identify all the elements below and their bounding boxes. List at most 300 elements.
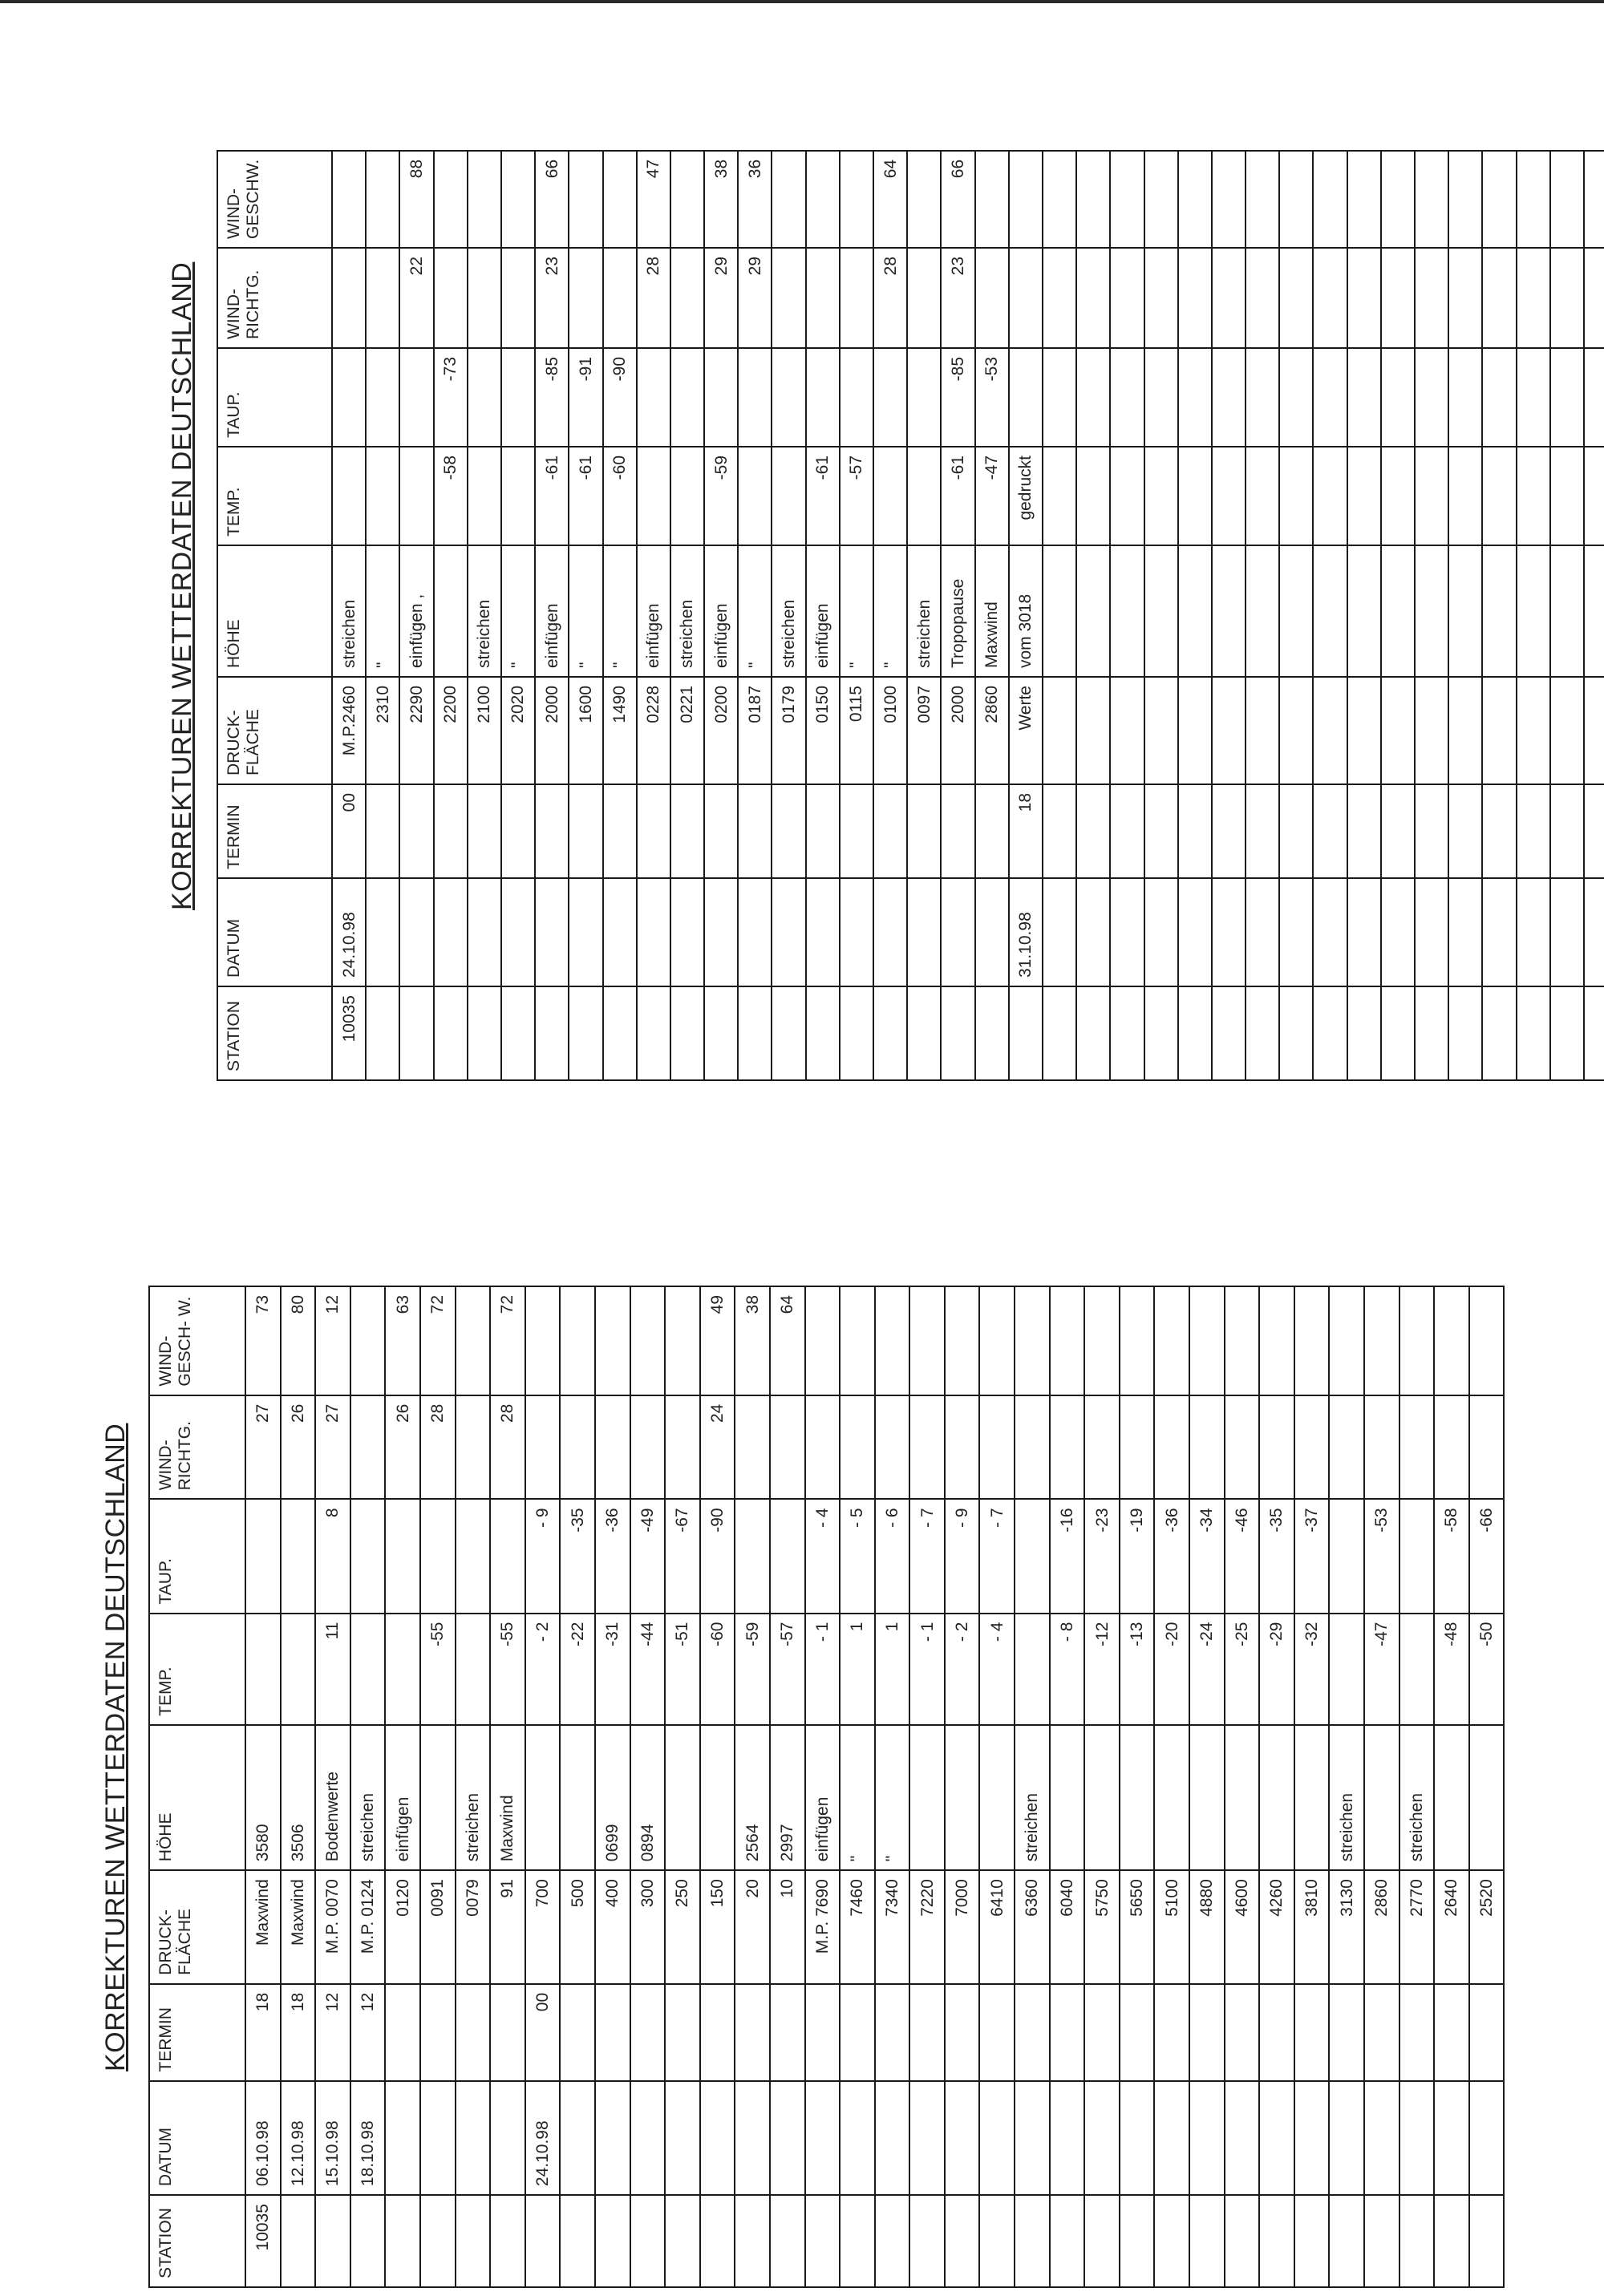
cell-station [315, 2195, 350, 2287]
cell-termin [490, 1984, 525, 2081]
cell-druckflaeche: 6040 [1050, 1870, 1085, 1984]
cell-station [941, 986, 974, 1080]
cell-station [637, 986, 670, 1080]
cell-datum: 24.10.98 [332, 878, 366, 986]
cell-termin [1144, 784, 1178, 878]
cell-hoehe [1212, 545, 1246, 677]
cell-hoehe: 3580 [245, 1725, 281, 1870]
cell-termin [468, 784, 501, 878]
cell-windrichtung [1279, 248, 1313, 348]
cell-termin: 18 [281, 1984, 316, 2081]
cell-windgeschw [1084, 1286, 1120, 1395]
cell-taup [770, 1499, 805, 1613]
table-row [560, 1286, 595, 2287]
cell-taup: -34 [1189, 1499, 1225, 1613]
cell-taup [735, 1499, 770, 1613]
cell-windrichtung [806, 248, 840, 348]
cell-temp [366, 447, 399, 545]
cell-windrichtung [840, 248, 873, 348]
cell-hoehe: " [873, 545, 907, 677]
cell-datum [772, 878, 805, 986]
cell-datum [560, 2081, 595, 2195]
cell-windrichtung [670, 248, 704, 348]
cell-windgeschw [1144, 151, 1178, 248]
table-row [806, 151, 840, 1080]
cell-temp [456, 1614, 491, 1725]
cell-taup: -58 [1434, 1499, 1469, 1613]
table-row [569, 151, 602, 1080]
cell-druckflaeche: 4600 [1225, 1870, 1260, 1984]
cell-windrichtung: 26 [281, 1395, 316, 1500]
cell-hoehe [560, 1725, 595, 1870]
cell-windrichtung: 27 [245, 1395, 281, 1500]
cell-windrichtung [1178, 248, 1212, 348]
table-row [1110, 151, 1144, 1080]
cell-windrichtung [1015, 1395, 1050, 1500]
cell-termin [1015, 1984, 1050, 2081]
cell-temp: - 2 [525, 1614, 561, 1725]
cell-windrichtung [805, 1395, 840, 1500]
cell-termin [603, 784, 637, 878]
cell-termin [456, 1984, 491, 2081]
cell-datum [1076, 878, 1110, 986]
upper-form-title: KORREKTUREN WETTERDATEN DEUTSCHLAND [167, 261, 197, 910]
table-row [434, 151, 468, 1080]
cell-windrichtung [560, 1395, 595, 1500]
cell-windgeschw: 72 [420, 1286, 456, 1395]
cell-station [1550, 986, 1584, 1080]
cell-station [1189, 2195, 1225, 2287]
cell-windgeschw: 63 [385, 1286, 420, 1395]
cell-windgeschw [1259, 1286, 1294, 1395]
cell-station [770, 2195, 805, 2287]
cell-windgeschw [595, 1286, 630, 1395]
table-row [979, 1286, 1015, 2287]
cell-druckflaeche: 700 [525, 1870, 561, 1984]
cell-temp: -59 [735, 1614, 770, 1725]
cell-taup [490, 1499, 525, 1613]
table-row [1381, 151, 1415, 1080]
cell-windgeschw: 66 [941, 151, 974, 248]
cell-taup [840, 348, 873, 447]
cell-druckflaeche: 6360 [1015, 1870, 1050, 1984]
cell-hoehe: einfügen [637, 545, 670, 677]
cell-windgeschw [975, 151, 1009, 248]
cell-druckflaeche: 0091 [420, 1870, 456, 1984]
table-row [1313, 151, 1347, 1080]
table-row [907, 151, 941, 1080]
cell-druckflaeche: 2860 [1364, 1870, 1399, 1984]
cell-datum [366, 878, 399, 986]
cell-hoehe [1517, 545, 1550, 677]
cell-windgeschw: 49 [700, 1286, 735, 1395]
cell-datum [979, 2081, 1015, 2195]
cell-station [420, 2195, 456, 2287]
cell-termin [1347, 784, 1381, 878]
cell-termin: 18 [245, 1984, 281, 2081]
cell-taup [1448, 348, 1482, 447]
cell-windrichtung [1050, 1395, 1085, 1500]
cell-temp [1347, 447, 1381, 545]
cell-termin [1259, 1984, 1294, 2081]
cell-druckflaeche: 4880 [1189, 1870, 1225, 1984]
table-row [840, 1286, 875, 2287]
cell-taup [772, 348, 805, 447]
column-header-termin: TERMIN [217, 784, 332, 878]
cell-station [806, 986, 840, 1080]
cell-druckflaeche: 300 [630, 1870, 666, 1984]
cell-druckflaeche: 7220 [909, 1870, 945, 1984]
cell-windgeschw [1120, 1286, 1155, 1395]
cell-hoehe [420, 1725, 456, 1870]
cell-hoehe [1144, 545, 1178, 677]
cell-termin [772, 784, 805, 878]
cell-datum [434, 878, 468, 986]
cell-druckflaeche: Maxwind [245, 1870, 281, 1984]
cell-termin [1076, 784, 1110, 878]
cell-datum [1482, 878, 1516, 986]
upper-form [159, 103, 1562, 1081]
cell-station [1120, 2195, 1155, 2287]
cell-hoehe [1469, 1725, 1505, 1870]
cell-druckflaeche [1144, 677, 1178, 784]
cell-datum [1212, 878, 1246, 986]
column-header-hoehe: HÖHE [217, 545, 332, 677]
cell-windgeschw [1329, 1286, 1364, 1395]
cell-termin [560, 1984, 595, 2081]
cell-taup: -85 [941, 348, 974, 447]
cell-station [630, 2195, 666, 2287]
cell-temp: -61 [569, 447, 602, 545]
cell-windrichtung [1517, 248, 1550, 348]
cell-taup: -36 [1154, 1499, 1189, 1613]
cell-hoehe: " [738, 545, 772, 677]
cell-hoehe [1189, 1725, 1225, 1870]
cell-druckflaeche: 20 [735, 1870, 770, 1984]
cell-taup: - 6 [875, 1499, 910, 1613]
cell-windgeschw [1517, 151, 1550, 248]
cell-druckflaeche: 5100 [1154, 1870, 1189, 1984]
cell-druckflaeche: 2640 [1434, 1870, 1469, 1984]
cell-windgeschw [1043, 151, 1076, 248]
cell-termin [909, 1984, 945, 2081]
cell-windrichtung [1110, 248, 1144, 348]
cell-datum [941, 878, 974, 986]
cell-station [560, 2195, 595, 2287]
cell-termin [1294, 1984, 1330, 2081]
cell-windrichtung [1469, 1395, 1505, 1500]
lower-header-row [149, 1286, 245, 2287]
cell-windrichtung [1259, 1395, 1294, 1500]
cell-datum [1294, 2081, 1330, 2195]
cell-termin [1246, 784, 1279, 878]
cell-temp [873, 447, 907, 545]
cell-datum [1279, 878, 1313, 986]
cell-temp [1448, 447, 1482, 545]
cell-termin [941, 784, 974, 878]
cell-station [1110, 986, 1144, 1080]
table-row [281, 1286, 316, 2287]
column-header-termin: TERMIN [149, 1984, 245, 2081]
cell-temp: -59 [704, 447, 738, 545]
cell-temp [385, 1614, 420, 1725]
cell-temp [1517, 447, 1550, 545]
cell-druckflaeche: M.P. 0070 [315, 1870, 350, 1984]
cell-taup: -85 [535, 348, 569, 447]
cell-windgeschw [603, 151, 637, 248]
cell-datum [1364, 2081, 1399, 2195]
cell-druckflaeche: 0187 [738, 677, 772, 784]
cell-station [907, 986, 941, 1080]
table-row [1050, 1286, 1085, 2287]
cell-datum [1246, 878, 1279, 986]
cell-temp: -47 [1364, 1614, 1399, 1725]
cell-druckflaeche: 2860 [975, 677, 1009, 784]
cell-datum [490, 2081, 525, 2195]
lower-corrections-table [148, 1286, 1505, 2288]
cell-taup: -35 [1259, 1499, 1294, 1613]
cell-datum [468, 878, 501, 986]
cell-station [665, 2195, 700, 2287]
cell-datum [1178, 878, 1212, 986]
cell-datum [1154, 2081, 1189, 2195]
table-row [1415, 151, 1448, 1080]
cell-windgeschw [1050, 1286, 1085, 1395]
cell-hoehe [1154, 1725, 1189, 1870]
cell-station [1246, 986, 1279, 1080]
cell-taup [907, 348, 941, 447]
table-row [1212, 151, 1246, 1080]
cell-windgeschw [875, 1286, 910, 1395]
cell-station [468, 986, 501, 1080]
table-row [1144, 151, 1178, 1080]
column-header-datum: DATUM [149, 2081, 245, 2195]
cell-druckflaeche: 0115 [840, 677, 873, 784]
cell-windgeschw: 72 [490, 1286, 525, 1395]
cell-datum [595, 2081, 630, 2195]
cell-datum [873, 878, 907, 986]
cell-hoehe: " [366, 545, 399, 677]
cell-windrichtung: 24 [700, 1395, 735, 1500]
cell-taup [670, 348, 704, 447]
column-header-taup: TAUP. [149, 1499, 245, 1613]
cell-hoehe [1225, 1725, 1260, 1870]
cell-hoehe [1120, 1725, 1155, 1870]
cell-druckflaeche [1279, 677, 1313, 784]
cell-windgeschw [1015, 1286, 1050, 1395]
cell-station: 10035 [332, 986, 366, 1080]
cell-hoehe: streichen [468, 545, 501, 677]
cell-hoehe: Maxwind [975, 545, 1009, 677]
cell-taup: -90 [700, 1499, 735, 1613]
column-header-windrichtung: WIND- RICHTG. [149, 1395, 245, 1500]
table-row [1469, 1286, 1505, 2287]
cell-druckflaeche: 0100 [873, 677, 907, 784]
table-row [1399, 1286, 1435, 2287]
cell-windrichtung [434, 248, 468, 348]
cell-windgeschw [434, 151, 468, 248]
cell-termin [806, 784, 840, 878]
cell-windgeschw [350, 1286, 386, 1395]
cell-temp [1399, 1614, 1435, 1725]
cell-hoehe [909, 1725, 945, 1870]
cell-temp [1381, 447, 1415, 545]
cell-druckflaeche [1550, 677, 1584, 784]
cell-druckflaeche [1381, 677, 1415, 784]
cell-taup [468, 348, 501, 447]
cell-druckflaeche: 250 [665, 1870, 700, 1984]
cell-taup [399, 348, 433, 447]
cell-station [738, 986, 772, 1080]
cell-station [1259, 2195, 1294, 2287]
cell-station [1178, 986, 1212, 1080]
cell-hoehe [1584, 545, 1604, 677]
cell-taup: - 7 [909, 1499, 945, 1613]
cell-termin: 00 [525, 1984, 561, 2081]
cell-temp [1043, 447, 1076, 545]
cell-windgeschw [840, 1286, 875, 1395]
table-row [1259, 1286, 1294, 2287]
cell-temp: - 1 [909, 1614, 945, 1725]
cell-station [1482, 986, 1516, 1080]
table-row [909, 1286, 945, 2287]
cell-termin [1279, 784, 1313, 878]
cell-taup: -19 [1120, 1499, 1155, 1613]
cell-datum [630, 2081, 666, 2195]
cell-termin [1469, 1984, 1505, 2081]
cell-taup [366, 348, 399, 447]
cell-termin [704, 784, 738, 878]
cell-temp [1178, 447, 1212, 545]
cell-windrichtung [1212, 248, 1246, 348]
cell-windgeschw [1178, 151, 1212, 248]
cell-hoehe [1294, 1725, 1330, 1870]
table-row [840, 151, 873, 1080]
cell-taup [1043, 348, 1076, 447]
cell-station [1050, 2195, 1085, 2287]
table-row [456, 1286, 491, 2287]
cell-windgeschw: 66 [535, 151, 569, 248]
cell-temp [1279, 447, 1313, 545]
cell-station [873, 986, 907, 1080]
cell-datum [603, 878, 637, 986]
cell-termin [1313, 784, 1347, 878]
cell-station [569, 986, 602, 1080]
cell-taup [1015, 1499, 1050, 1613]
cell-windgeschw [501, 151, 535, 248]
cell-temp: -20 [1154, 1614, 1189, 1725]
cell-termin [1154, 1984, 1189, 2081]
cell-termin [1482, 784, 1516, 878]
cell-windgeschw [907, 151, 941, 248]
cell-termin [670, 784, 704, 878]
table-row [1329, 1286, 1364, 2287]
cell-windrichtung [945, 1395, 980, 1500]
table-row [1448, 151, 1482, 1080]
cell-windrichtung [1434, 1395, 1469, 1500]
cell-hoehe: 2997 [770, 1725, 805, 1870]
table-row [1154, 1286, 1189, 2287]
cell-termin [700, 1984, 735, 2081]
cell-termin [975, 784, 1009, 878]
column-header-station: STATION [217, 986, 332, 1080]
cell-windgeschw [525, 1286, 561, 1395]
cell-termin [1178, 784, 1212, 878]
cell-termin: 12 [315, 1984, 350, 2081]
cell-datum [738, 878, 772, 986]
cell-datum [456, 2081, 491, 2195]
cell-druckflaeche: 2000 [941, 677, 974, 784]
cell-station [840, 2195, 875, 2287]
cell-windrichtung: 29 [738, 248, 772, 348]
cell-windrichtung [1294, 1395, 1330, 1500]
cell-temp [1313, 447, 1347, 545]
cell-termin [875, 1984, 910, 2081]
table-row [772, 151, 805, 1080]
cell-hoehe: streichen [772, 545, 805, 677]
cell-druckflaeche: Werte [1009, 677, 1043, 784]
cell-temp [332, 447, 366, 545]
cell-hoehe [1259, 1725, 1294, 1870]
cell-taup [1482, 348, 1516, 447]
cell-windgeschw: 38 [704, 151, 738, 248]
cell-datum [1329, 2081, 1364, 2195]
cell-taup [1550, 348, 1584, 447]
table-row [1043, 151, 1076, 1080]
cell-windrichtung [630, 1395, 666, 1500]
table-row [1279, 151, 1313, 1080]
cell-windrichtung [350, 1395, 386, 1500]
cell-hoehe: " [501, 545, 535, 677]
cell-datum [385, 2081, 420, 2195]
upper-corrections-table [217, 150, 1604, 1081]
cell-hoehe [1110, 545, 1144, 677]
cell-station [1279, 986, 1313, 1080]
cell-temp [1212, 447, 1246, 545]
table-row [700, 1286, 735, 2287]
cell-station [281, 2195, 316, 2287]
cell-temp [1329, 1614, 1364, 1725]
cell-hoehe: einfügen [535, 545, 569, 677]
cell-temp: -29 [1259, 1614, 1294, 1725]
cell-hoehe [1246, 545, 1279, 677]
cell-datum [1084, 2081, 1120, 2195]
cell-datum [1584, 878, 1604, 986]
cell-windrichtung [366, 248, 399, 348]
cell-hoehe [945, 1725, 980, 1870]
cell-hoehe: einfügen [704, 545, 738, 677]
cell-temp: -31 [595, 1614, 630, 1725]
cell-taup: - 7 [979, 1499, 1015, 1613]
table-row [535, 151, 569, 1080]
cell-druckflaeche [1110, 677, 1144, 784]
cell-druckflaeche: 2020 [501, 677, 535, 784]
table-row [490, 1286, 525, 2287]
cell-taup: - 4 [805, 1499, 840, 1613]
cell-druckflaeche: M.P.2460 [332, 677, 366, 784]
cell-druckflaeche [1212, 677, 1246, 784]
cell-termin [738, 784, 772, 878]
cell-windrichtung: 29 [704, 248, 738, 348]
cell-temp [738, 447, 772, 545]
cell-station [979, 2195, 1015, 2287]
cell-datum: 18.10.98 [350, 2081, 386, 2195]
cell-temp [670, 447, 704, 545]
table-row [332, 151, 366, 1080]
table-row [595, 1286, 630, 2287]
cell-druckflaeche: 2770 [1399, 1870, 1435, 1984]
cell-datum [1144, 878, 1178, 986]
